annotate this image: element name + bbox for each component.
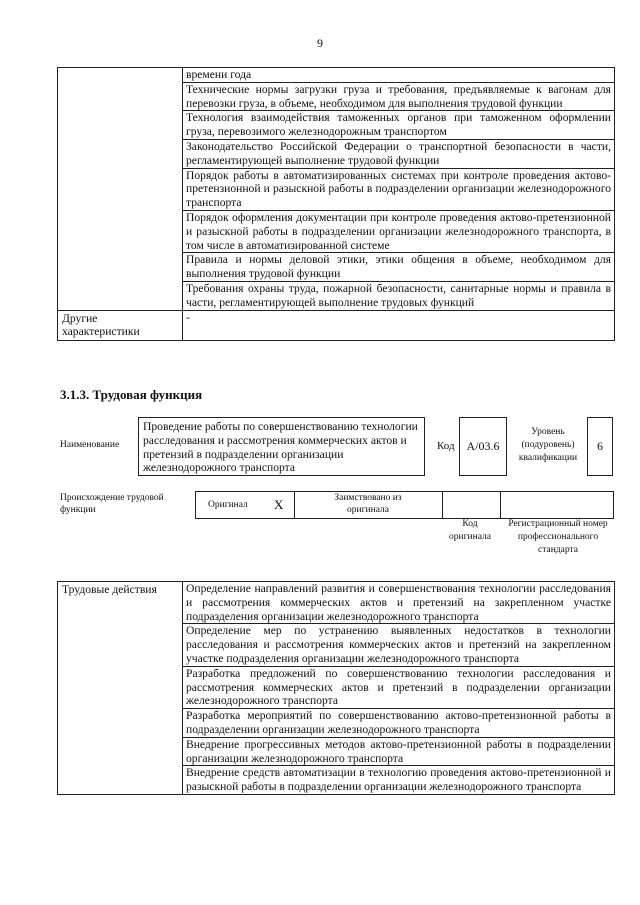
qualification-level-value: 6 (587, 417, 613, 476)
other-characteristics-value: - (183, 310, 615, 341)
table-row: Требования охраны труда, пожарной безопасности, санитарные нормы и правила в части, регламентирующей выполнение трудовых функций (183, 281, 615, 310)
table-row: времени года (183, 68, 615, 83)
code-original-caption: Код оригинала (449, 519, 491, 542)
origin-row (195, 491, 614, 519)
section-title: 3.1.3. Трудовая функция (60, 387, 203, 402)
labor-actions-table (57, 581, 615, 795)
table-row: Технология взаимодействия таможенных органов при таможенном оформлении груза, перевозимого железнодорожным транспортом (183, 111, 615, 140)
page-number: 9 (317, 36, 323, 50)
table-row: Определение направлений развития и совершенствования технологии расследования и рассмотрения коммерческих актов и претензий на закрепленном участке подразделения организации железнодорожного транспорта (183, 582, 615, 624)
table-row: Законодательство Российской Федерации о транспортной безопасности в части, регламентирующей выполнение трудовой функции (183, 139, 615, 168)
name-label: Наименование (60, 440, 120, 450)
level-label: Уровень (подуровень) квалификации (518, 427, 578, 463)
table-row: Порядок оформления документации при контроле проведения актово-претензионной и разыскной работы в подразделении организации железнодорожного транспорта, в том числе в автоматизированной системе (183, 210, 615, 252)
function-code-value: A/03.6 (459, 417, 507, 476)
code-original-cell (442, 492, 501, 518)
table-row: Внедрение средств автоматизации в технологию проведения актово-претензионной и разыскной работы в подразделении организации железнодорожного транспорта (183, 766, 615, 795)
function-name-value: Проведение работы по совершенствованию технологии расследования и рассмотрения коммерческих актов и претензий в подразделении организации железнодорожного транспорта (138, 417, 425, 476)
reg-number-caption: Регистрационный номер профессионального стандарта (508, 519, 608, 555)
reg-number-cell (500, 492, 613, 518)
code-label: Код (437, 440, 455, 452)
table-row: Разработка мероприятий по совершенствованию актово-претензионной работы в подразделении организации железнодорожного транспорта (183, 709, 615, 738)
original-mark: X (274, 497, 284, 512)
knowledge-label-cell (58, 68, 183, 311)
borrowed-label: Заимствовано из оригинала (334, 493, 402, 515)
borrowed-cell (294, 492, 443, 518)
knowledge-table (57, 67, 615, 341)
table-row: Внедрение прогрессивных методов актово-претензионной работы в подразделении организации железнодорожного транспорта (183, 737, 615, 766)
labor-actions-label: Трудовые действия (58, 582, 183, 795)
table-row: Технические нормы загрузки груза и требования, предъявляемые к вагонам для перевозки груза, в объеме, необходимом для выполнения трудовой функции (183, 82, 615, 111)
table-row: Порядок работы в автоматизированных системах при контроле проведения актово-претензионной и разыскной работы в подразделении организации железнодорожного транспорта (183, 168, 615, 210)
original-cell (196, 492, 295, 518)
original-label: Оригинал (208, 500, 248, 510)
other-characteristics-label: Другие характеристики (58, 310, 183, 341)
origin-label: Происхождение трудовой функции (60, 493, 164, 515)
table-row: Разработка предложений по совершенствованию технологии расследования и рассмотрения коммерческих актов и претензий в подразделении организации железнодорожного транспорта (183, 666, 615, 708)
table-row: Правила и нормы деловой этики, этики общения в объеме, необходимом для выполнения трудовой функции (183, 253, 615, 282)
table-row: Определение мер по устранению выявленных недостатков в технологии расследования и рассмотрения коммерческих актов и претензий на закрепленном участке подразделения организации железнодорожного транспорта (183, 624, 615, 666)
